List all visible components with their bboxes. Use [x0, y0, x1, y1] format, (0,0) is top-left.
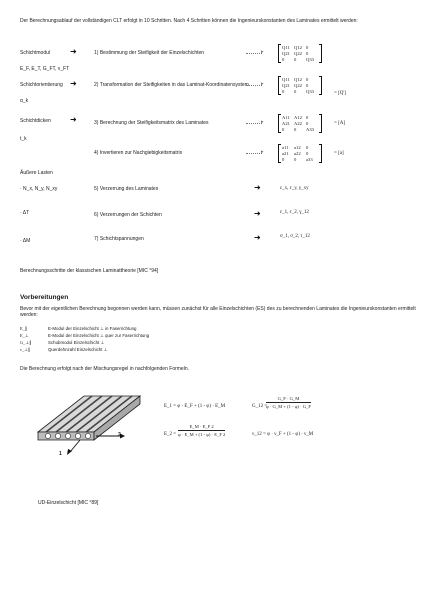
label-tk: t_k: [20, 136, 27, 142]
label-moduli: E_F, E_T, G_FT, ν_FT: [20, 66, 70, 72]
label-schichtdicken: Schichtdicken: [20, 118, 51, 124]
formula-g12-lhs: G_12 =: [252, 404, 268, 409]
step-1: 1) Bestimmung der Steifigkeit der Einzelschichten: [94, 50, 205, 56]
formula-nu12: ν_12 = φ · ν_F + (1 - φ) · ν_M: [252, 432, 314, 437]
label-lasten: Äußere Lasten: [20, 170, 53, 176]
step-2: 2) Transformation der Steifigkeiten in das Laminat-Koordinatensystem: [94, 82, 249, 88]
def-text: E-Modul der Einzelschicht ⊥ quer zur Faserrichtung: [48, 333, 150, 338]
formula-g12-fraction: $\frac{G\_F \cdot G\_M}{\varphi \cdot G\_M + (1 - \varphi) \cdot G\_F}$: [266, 396, 311, 409]
formula-e2-fraction: $\frac{E\_M \cdot E\_F 2}{\varphi \cdot E\_M + (1 - \varphi) \cdot E\_F 2}$: [178, 424, 226, 437]
result-layer-strain: ε_1, ε_2, γ_12: [280, 210, 309, 215]
dotted-arrow: [246, 123, 262, 124]
def-text: Schubmodul Einzelschicht ⊥: [48, 340, 105, 345]
def-symbol: G_⊥∥: [20, 340, 32, 345]
dotted-arrow: [246, 53, 262, 54]
label-alpha: α_k: [20, 98, 29, 104]
formula-e1: E_1 = φ · E_F + (1 - φ) · E_M: [164, 404, 226, 409]
dotted-arrow: [246, 85, 262, 86]
label-orientierung: Schichtorientierung: [20, 82, 63, 88]
intro-text: Der Berechnungsablauf der vollständigen CLT erfolgt in 10 Schritten. Nach 4 Schritten können die Ingenieurskonstanten des Laminates ermittelt werden:: [20, 18, 358, 24]
arrow-right-icon: ➜: [254, 183, 261, 192]
matrix-a: A11 A12 0 A21 A22 0 0 0 A33: [280, 115, 320, 132]
label-schichtmodul: Schichtmodul: [20, 50, 51, 56]
result-a: = [A]: [334, 121, 346, 126]
matrix-qbar: Q11 Q12 0 Q21 Q22 0 0 0 Q33: [280, 77, 320, 94]
result-layer-stress: σ_1, σ_2, τ_12: [280, 234, 310, 239]
dotted-arrow: [246, 153, 262, 154]
arrow-head-icon: ▸: [261, 119, 264, 125]
arrow-right-icon: ➜: [70, 47, 77, 56]
axis-label-2: 2: [118, 432, 121, 438]
arrow-head-icon: ▸: [261, 81, 264, 87]
label-dt: · ΔT: [20, 210, 30, 216]
result-qbar: = [Q']: [334, 91, 346, 96]
formula-e2-lhs: E_2 =: [164, 432, 177, 437]
def-symbol: E_⊥: [20, 333, 29, 338]
caption-clt: Berechnungsschritte der klassischen Laminattheorie [MIC °94]: [20, 268, 159, 274]
arrow-right-icon: ➜: [254, 209, 261, 218]
label-dm: · ΔM: [20, 238, 31, 244]
result-inv: = [a]: [334, 151, 344, 156]
step-6: 6) Verzerrungen der Schichten: [94, 212, 162, 218]
def-symbol: ν_⊥∥: [20, 347, 31, 352]
paragraph-intro: Bevor mit der eigentlichen Berechnung begonnen werden kann, müssen zunächst für alle Einzelschichten (ES) des zu berechnenden Laminates die Ingenieurskonstanten ermittelt werden:: [20, 306, 416, 318]
matrix-inverse: a11 a12 0 a21 a22 0 0 0 a33: [280, 145, 320, 162]
arrow-right-icon: ➜: [70, 115, 77, 124]
ud-layer-figure: [30, 390, 160, 460]
def-symbol: E_∥: [20, 326, 28, 331]
caption-ud-layer: UD-Einzelschicht [MIC °89]: [38, 500, 99, 506]
arrow-right-icon: ➜: [70, 79, 77, 88]
arrow-right-icon: ➜: [254, 233, 261, 242]
step-3: 3) Berechnung der Steifigkeitsmatrix des Laminates: [94, 120, 209, 126]
label-n: · N_x, N_y, N_xy: [20, 186, 58, 192]
step-4: 4) Invertieren zur Nachgiebigkeitsmatrix: [94, 150, 183, 156]
arrow-head-icon: ▸: [261, 49, 264, 55]
arrow-head-icon: ▸: [261, 149, 264, 155]
section-heading: Vorbereitungen: [20, 294, 69, 301]
def-text: Querdehnzahl Einzelschicht ⊥: [48, 347, 108, 352]
step-7: 7) Schichtspannungen: [94, 236, 144, 242]
axis-label-1: 1: [59, 451, 62, 457]
step-5: 5) Verzerrung des Laminates: [94, 186, 159, 192]
result-laminate-strain: ε_x, ε_y, γ_xy: [280, 186, 309, 191]
paragraph-formulas: Die Berechnung erfolgt nach der Mischungsregel in nachfolgenden Formeln.: [20, 366, 189, 372]
def-text: E-Modul der Einzelschicht ⊥ in Faserrichtung: [48, 326, 137, 331]
matrix-q: Q11 Q12 0 Q21 Q22 0 0 0 Q33: [280, 45, 320, 62]
